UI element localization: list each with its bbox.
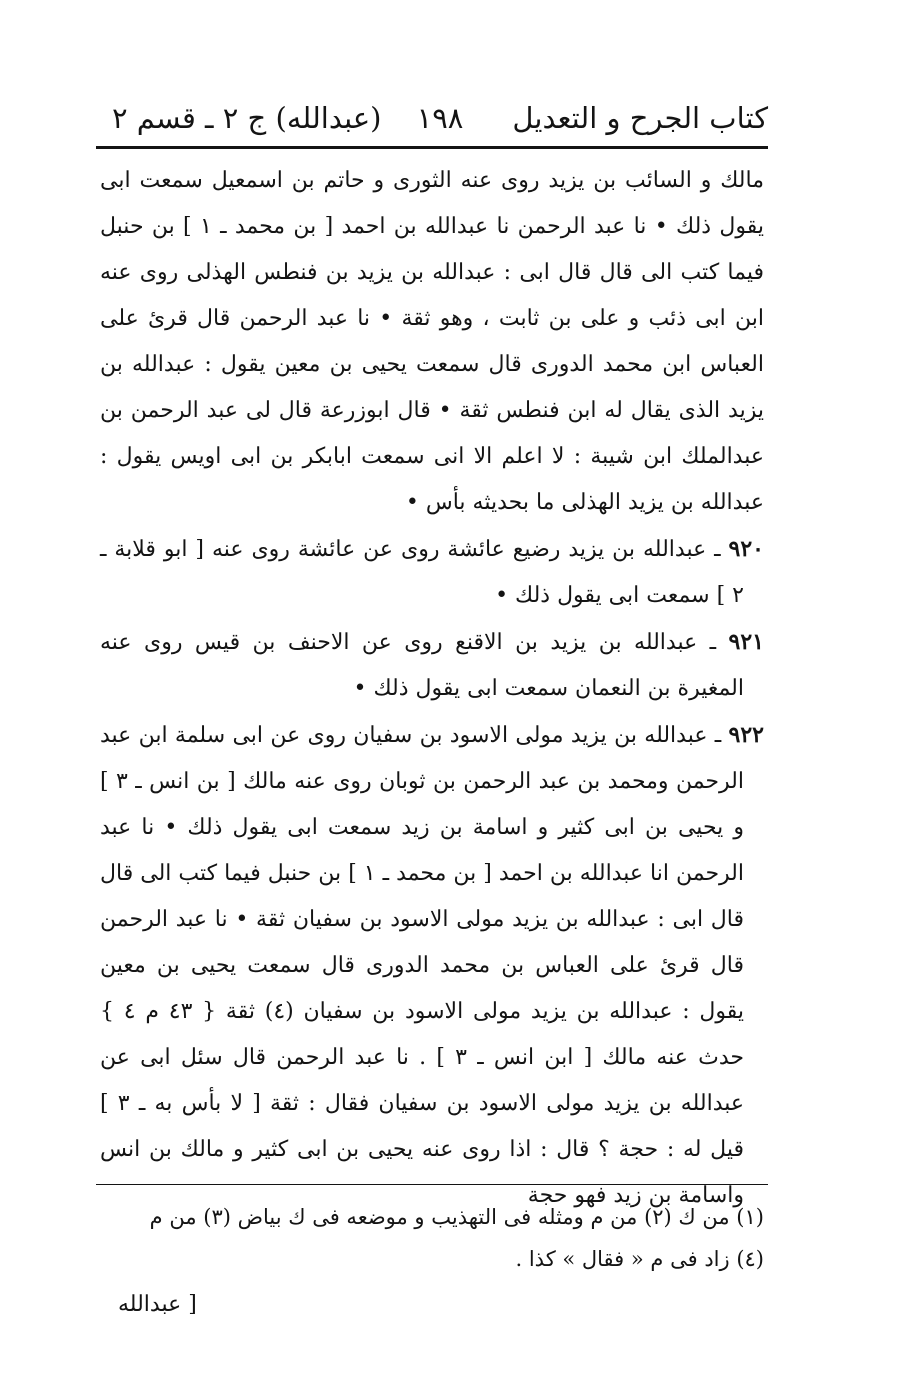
entry-text: ـ عبدالله بن يزيد بن الاقنع روى عن الاحنف بن قيس روى عنه المغيرة بن النعمان سمعت ابى يقول ذلك • <box>100 630 744 701</box>
entry-number: ٩٢٠ <box>728 536 764 562</box>
paragraph-continuation <box>100 158 764 526</box>
entry-number: ٩٢١ <box>728 629 764 655</box>
footnotes <box>100 1196 764 1280</box>
entry-920 <box>100 526 764 619</box>
entry-922 <box>100 712 764 1219</box>
running-header <box>112 92 768 144</box>
footnote-line: (١) من ك (٢) من م ومثله فى التهذيب و موضعه فى ك بياض (٣) من م <box>149 1205 764 1229</box>
section-label: (عبدالله) ج ٢ ـ قسم ٢ <box>112 101 382 135</box>
entry-number: ٩٢٢ <box>728 722 764 748</box>
header-rule <box>96 146 768 149</box>
paragraph-text: مالك و السائب بن يزيد روى عنه الثورى و حاتم بن اسمعيل سمعت ابى يقول ذلك • نا عبد الرحمن نا عبدالله بن احمد [ بن محمد ـ ١ ] بن حنبل فيما كتب الى قال قال ابى : عبدالله بن يزيد بن فنطس الهذلى روى عنه ابن ابى ذئب و على بن ثابت ، وهو ثقة • نا عبد الرحمن قال قرئ على العباس ابن محمد الدورى قال سمعت يحيى بن معين يقول : عبدالله بن يزيد الذى يقال له ابن فنطس ثقة • قال ابوزرعة قال لى عبد الرحمن بن عبدالملك ابن شيبة : لا اعلم الا انى سمعت ابابكر بن ابى اويس يقول : عبدالله بن يزيد الهذلى ما بحديثه بأس • <box>100 168 764 515</box>
page-number: ١٩٨ <box>416 101 464 135</box>
footnote-line: (٤) زاد فى م « فقال » كذا . <box>515 1247 764 1271</box>
entry-text: ـ عبدالله بن يزيد رضيع عائشة روى عن عائشة روى عنه [ ابو قلابة ـ ٢ ] سمعت ابى يقول ذلك • <box>100 537 744 608</box>
footnote-rule <box>96 1184 768 1185</box>
entry-text: ـ عبدالله بن يزيد مولى الاسود بن سفيان روى عن ابى سلمة ابن عبد الرحمن ومحمد بن عبد الرحمن بن ثوبان روى عنه مالك [ بن انس ـ ٣ ] و يحيى بن ابى كثير و اسامة بن زيد سمعت ابى يقول ذلك • نا عبد الرحمن انا عبدالله بن احمد [ بن محمد ـ ١ ] بن حنبل فيما كتب الى قال قال ابى : عبدالله بن يزيد مولى الاسود بن سفيان ثقة • نا عبد الرحمن قال قرئ على العباس بن محمد الدورى قال سمعت يحيى بن معين يقول : عبدالله بن يزيد مولى الاسود بن سفيان (٤) ثقة { ٤٣ م ٤ } حدث عنه مالك [ ابن انس ـ ٣ ] . نا عبد الرحمن قال سئل ابى عن عبدالله بن يزيد مولى الاسود بن سفيان فقال : ثقة [ لا بأس به ـ ٣ ] قيل له : حجة ؟ قال : اذا روى عنه يحيى بن ابى كثير و مالك بن انس واسامة بن زيد فهو حجة <box>100 723 745 1208</box>
entry-921 <box>100 619 764 712</box>
catchword: [ عبدالله <box>118 1292 197 1317</box>
book-title: كتاب الجرح و التعديل <box>512 101 768 135</box>
main-text <box>100 158 764 1219</box>
